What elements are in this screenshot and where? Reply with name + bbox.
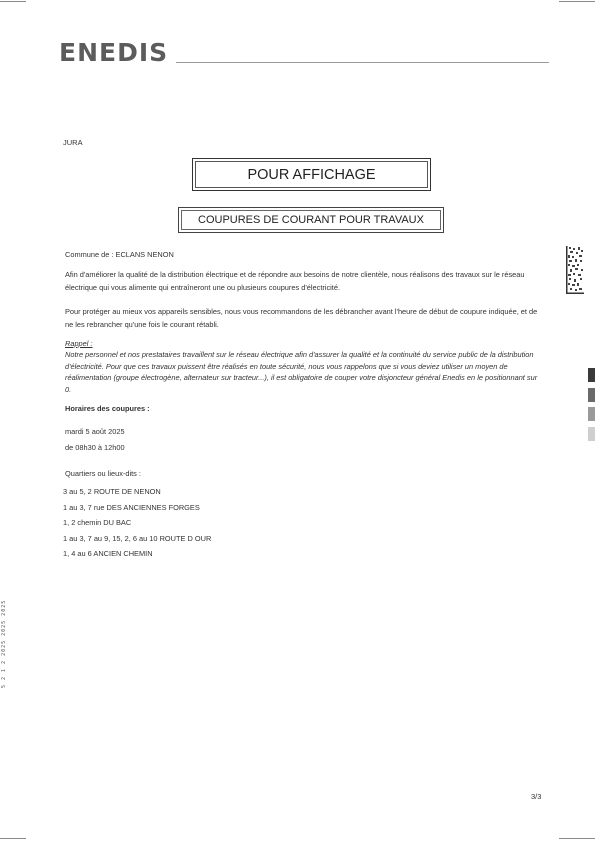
horaires-heading: Horaires des coupures : — [65, 404, 150, 413]
outage-date: mardi 5 août 2025 — [65, 427, 125, 436]
title-box — [192, 158, 431, 191]
department-label: JURA — [63, 138, 83, 147]
quartiers-heading: Quartiers ou lieux-dits : — [65, 469, 141, 478]
page-number: 3/3 — [531, 792, 542, 801]
subtitle-box — [178, 207, 444, 233]
list-item: 1 au 3, 7 rue DES ANCIENNES FORGES — [63, 502, 200, 512]
rappel-paragraph: Notre personnel et nos prestataires travaillent sur le réseau électrique afin d'assurer la qualité et la continuité du service public de la distribution d'électricité. Pour que ces travaux puissent être réalisés en toute sécurité, nous vous rappelons que si vous deviez utiliser un moyen de réalimentation (groupe électrogène, alternateur sur tracteur...), il est obligatoire de couper votre disjoncteur général Enedis en le positionnant sur 0. — [65, 350, 538, 394]
enedis-logo: ENEDIS — [59, 38, 169, 67]
header-rule — [176, 62, 549, 63]
page-subtitle: COUPURES DE COURANT POUR TRAVAUX — [198, 214, 424, 226]
intro-paragraph: Afin d'améliorer la qualité de la distribution électrique et de répondre aux besoins de notre clientèle, nous réalisons des travaux sur le réseau électrique qui vous alimente qui entraîneront une ou plusieurs coupures d'électricité. — [65, 270, 525, 292]
scan-edge-mark — [559, 1, 595, 2]
commune-line: Commune de : ECLANS NENON — [65, 250, 174, 259]
list-item: 1, 2 chemin DU BAC — [63, 518, 132, 527]
page-title: POUR AFFICHAGE — [247, 166, 376, 183]
locations-list — [63, 484, 211, 562]
rappel-label: Rappel : — [65, 339, 93, 348]
print-color-mark — [588, 427, 595, 441]
list-item: 1 au 3, 7 au 9, 15, 2, 6 au 10 ROUTE D OUR — [63, 533, 212, 543]
scan-edge-mark — [0, 1, 26, 2]
advice-paragraph: Pour protéger au mieux vos appareils sensibles, nous vous recommandons de les débrancher avant l'heure de début de coupure indiquée, et de ne les rebrancher qu'une fois le courant rétabli. — [65, 307, 538, 329]
datamatrix-code — [566, 246, 584, 294]
print-color-mark — [588, 407, 595, 421]
outage-time: de 08h30 à 12h00 — [65, 443, 125, 452]
scan-reference: 5 2 1 2 2025 2025 2025 — [1, 599, 7, 688]
print-color-mark — [588, 388, 595, 402]
scan-edge-mark — [0, 838, 26, 839]
list-item: 3 au 5, 2 ROUTE DE NENON — [63, 487, 161, 496]
print-color-mark — [588, 368, 595, 382]
scan-edge-mark — [559, 838, 595, 839]
list-item: 1, 4 au 6 ANCIEN CHEMIN — [63, 549, 153, 558]
